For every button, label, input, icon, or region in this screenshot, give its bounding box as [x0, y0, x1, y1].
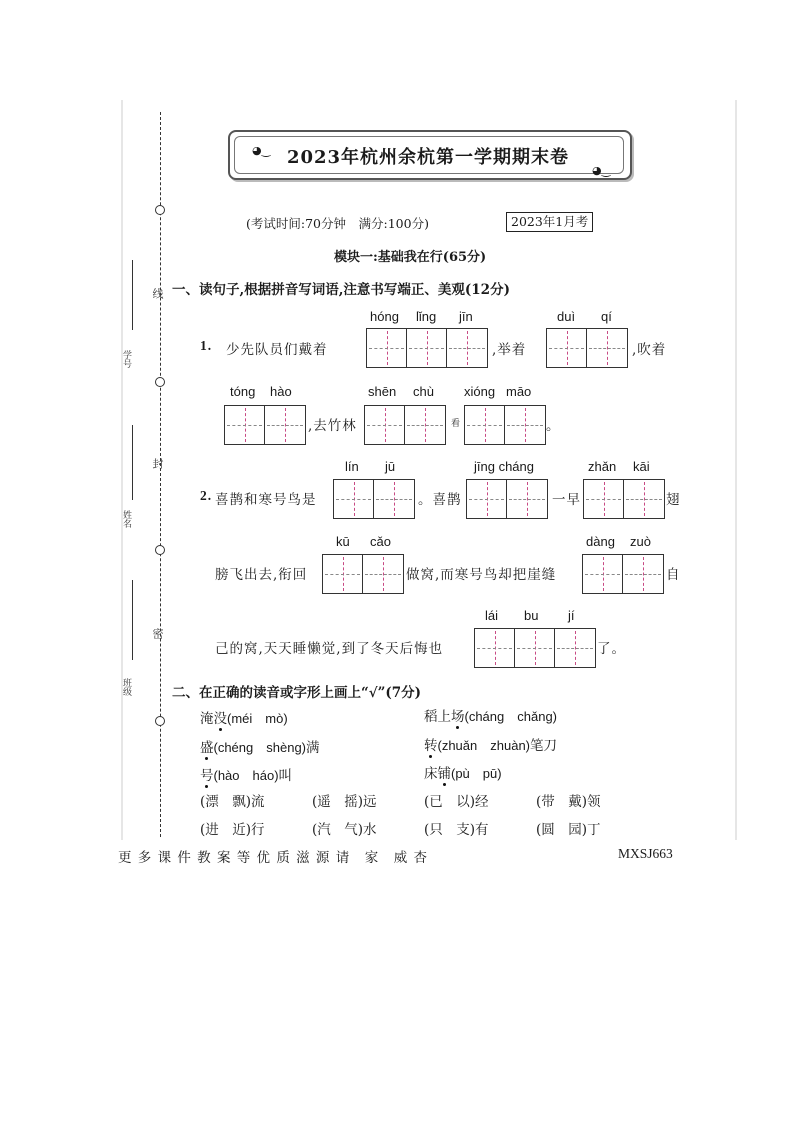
tianzige-answer-box[interactable]: [322, 554, 404, 594]
sentence-text: 一早: [552, 492, 581, 508]
pinyin-label: bu: [524, 608, 539, 623]
pinyin-label: hóng: [370, 309, 399, 324]
pinyin-label: cǎo: [370, 534, 391, 549]
pinyin-options: (cháng chǎng): [464, 709, 557, 724]
choice-word: 盛: [200, 740, 214, 756]
tianzige-answer-box[interactable]: [464, 405, 546, 445]
tianzige-answer-box[interactable]: [224, 405, 306, 445]
pinyin-label: lǐng: [416, 309, 437, 324]
pronunciation-choice[interactable]: [200, 707, 288, 727]
module-title: 模块一:基础我在行(65分): [334, 250, 487, 265]
pinyin-label: tóng: [230, 384, 256, 399]
pinyin-label: jīng cháng: [474, 459, 534, 474]
exam-info: (考试时间:70分钟 满分:100分): [246, 216, 429, 231]
sentence-text: 喜鹊和寒号鸟是: [215, 492, 317, 508]
title-banner: [228, 130, 632, 180]
page-right-edge: [735, 100, 737, 840]
section-2-title: 二、在正确的读音或字形上画上“√”(7分): [172, 685, 422, 701]
character-choice[interactable]: (汽 气)水: [312, 822, 377, 838]
tianzige-answer-box[interactable]: [333, 479, 415, 519]
sentence-text: 己的窝,天天睡懒觉,到了冬天后悔也: [215, 641, 444, 657]
character-choice[interactable]: (只 支)有: [424, 822, 489, 838]
sentence-text: 膀飞出去,衔回: [215, 567, 308, 583]
choice-word: 淹没: [200, 711, 227, 727]
binding-dashed-line: [160, 112, 161, 837]
sentence-text: 看: [451, 419, 462, 429]
pinyin-label: jīn: [459, 309, 473, 324]
pinyin-label: shēn: [368, 384, 397, 399]
pinyin-label: jí: [568, 608, 575, 623]
tianzige-answer-box[interactable]: [364, 405, 446, 445]
pinyin-label: duì: [557, 309, 576, 324]
binding-circle: [155, 716, 165, 726]
bird-icon: ◕‿: [252, 144, 271, 157]
tianzige-answer-box[interactable]: [474, 628, 596, 668]
sentence-text: 。: [546, 418, 561, 434]
question-number: 2.: [200, 488, 213, 503]
choice-word-tail: 叫: [278, 768, 293, 784]
binding-mark-secret: 密: [151, 628, 164, 639]
sentence-text: 做窝,而寒号鸟却把崖缝: [406, 567, 557, 583]
class-label: 班级: [121, 678, 131, 696]
choice-word: 床铺: [424, 766, 451, 782]
class-line[interactable]: [132, 580, 133, 660]
tianzige-answer-box[interactable]: [583, 479, 665, 519]
pinyin-label: hào: [270, 384, 292, 399]
student-id-label: 学号: [121, 350, 131, 368]
character-choice[interactable]: (漂 飘)流: [200, 794, 265, 810]
tianzige-answer-box[interactable]: [582, 554, 664, 594]
binding-circle: [155, 377, 165, 387]
character-choice[interactable]: (遥 摇)远: [312, 794, 377, 810]
page-left-edge: [121, 100, 123, 840]
pinyin-options: (chéng shèng): [213, 740, 306, 755]
student-id-line[interactable]: [132, 260, 133, 330]
binding-mark-line: 线: [151, 288, 164, 299]
binding-circle: [155, 545, 165, 555]
pinyin-label: chù: [413, 384, 434, 399]
character-choice[interactable]: (带 戴)领: [536, 794, 601, 810]
choice-word-tail: 笔刀: [530, 738, 557, 754]
choice-word: 号: [200, 768, 214, 784]
sentence-text: 少先队员们戴着: [226, 342, 328, 358]
pronunciation-choice[interactable]: [424, 762, 502, 782]
pinyin-label: xióng: [464, 384, 496, 399]
sentence-text: 自: [666, 567, 681, 583]
pronunciation-choice[interactable]: [424, 734, 557, 754]
sentence-text: 翅: [666, 492, 681, 508]
page-title: 2023年杭州余杭第一学期期末卷: [286, 147, 570, 168]
name-line[interactable]: [132, 425, 133, 500]
pinyin-label: qí: [601, 309, 612, 324]
choice-word: 转: [424, 738, 438, 754]
pinyin-label: dàng: [586, 534, 615, 549]
character-choice[interactable]: (进 近)行: [200, 822, 265, 838]
bird-icon: ◕‿: [592, 164, 611, 177]
choice-word-tail: 满: [306, 740, 320, 756]
binding-mark-seal: 封: [151, 458, 164, 469]
pinyin-label: jū: [385, 459, 396, 474]
pinyin-label: lái: [485, 608, 499, 623]
binding-circle: [155, 205, 165, 215]
pinyin-label: zuò: [630, 534, 651, 549]
tianzige-answer-box[interactable]: [366, 328, 488, 368]
name-label: 姓名: [121, 510, 131, 528]
pinyin-label: kū: [336, 534, 350, 549]
sentence-text: ,吹着: [632, 342, 667, 358]
footer-promo-text: 更 多 课 件 教 案 等 优 质 滋 源 请 家 威 杏: [118, 850, 428, 866]
sentence-text: 。喜鹊: [418, 492, 462, 508]
section-1-title: 一、读句子,根据拼音写词语,注意书写端正、美观(12分): [172, 282, 510, 298]
pinyin-options: (pù pū): [451, 766, 502, 781]
pinyin-label: māo: [506, 384, 532, 399]
pronunciation-choice[interactable]: [424, 705, 557, 725]
sentence-text: 了。: [597, 641, 626, 657]
pinyin-options: (zhuǎn zhuàn): [437, 738, 530, 753]
footer-code: MXSJ663: [618, 846, 673, 861]
pinyin-label: kāi: [633, 459, 650, 474]
sentence-text: ,举着: [492, 342, 527, 358]
pinyin-label: lín: [345, 459, 359, 474]
pinyin-options: (hào háo): [213, 768, 279, 783]
choice-word: 稻上场: [424, 709, 465, 725]
exam-date-badge: 2023年1月考: [506, 212, 593, 232]
question-number: 1.: [200, 338, 213, 353]
character-choice[interactable]: (已 以)经: [424, 794, 489, 810]
pinyin-options: (méi mò): [227, 711, 288, 726]
pronunciation-choice[interactable]: [200, 764, 292, 784]
tianzige-answer-box[interactable]: [466, 479, 548, 519]
sentence-text: ,去竹林: [308, 418, 357, 434]
pinyin-label: zhǎn: [588, 459, 617, 474]
pronunciation-choice[interactable]: [200, 736, 320, 756]
tianzige-answer-box[interactable]: [546, 328, 628, 368]
character-choice[interactable]: (圆 园)丁: [536, 822, 601, 838]
